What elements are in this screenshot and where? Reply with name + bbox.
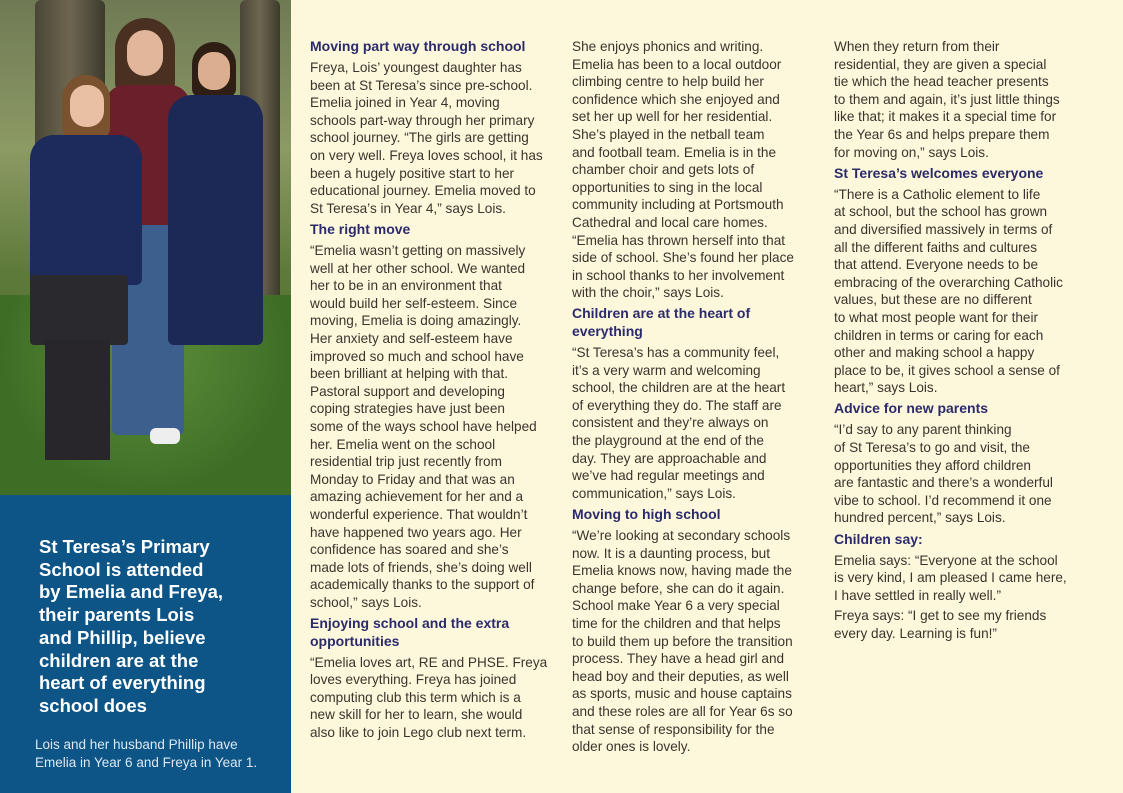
girl-face bbox=[70, 85, 104, 127]
paragraph: When they return from their residential, they are given a special tie which the head teacher presents to them and again, it’s just little things like that; it makes it a special time for the Year 6s and helps prepare them for moving on,” says Lois. bbox=[834, 39, 1060, 160]
photo-caption: Lois and her husband Phillip have Emelia in Year 6 and Freya in Year 1. bbox=[35, 737, 258, 770]
paragraph: “There is a Catholic element to life at school, but the school has grown and diversified massively in terms of all the different faiths and cultures that attend. Everyone needs to be embracing of the overarching Catholic values, but these are no different to what most people want for their children in terms or caring for each other and making school a happy place to be, it gives school a sense of heart,” says Lois. bbox=[834, 186, 1063, 396]
paragraph: “St Teresa’s has a community feel, it’s a very warm and welcoming school, the children are at the heart of everything they do. The staff are consistent and they’re always on the playground at the end of the day. They are approachable and we’ve had regular meetings and communication,” says Lois. bbox=[572, 345, 786, 501]
article-column-2 bbox=[572, 38, 794, 759]
pull-quote-panel bbox=[0, 495, 291, 793]
pull-quote: St Teresa’s Primary School is attended by Emelia and Freya, their parents Lois and Phillip, believe children are at the heart of everything school does bbox=[39, 536, 224, 716]
mother-shoe bbox=[150, 428, 180, 444]
paragraph: Freya, Lois’ youngest daughter has been at St Teresa’s since pre-school. Emelia joined in Year 4, moving schools part-way through her primary school journey. “The girls are getting on very well. Freya loves school, it has been a hugely positive start to her educational journey. Emelia moved to St Teresa’s in Year 4,” says Lois. bbox=[310, 60, 543, 216]
paragraph: Emelia says: “Everyone at the school is very kind, I am pleased I came here, I have settled in really well.” bbox=[834, 552, 1067, 603]
article-column-1 bbox=[310, 38, 547, 745]
section-heading: Children say: bbox=[834, 530, 923, 547]
paragraph: She enjoys phonics and writing. Emelia has been to a local outdoor climbing centre to help build her confidence which she enjoyed and set her up well for her residential. She’s played in the netball team and football team. Emelia is in the chamber choir and gets lots of opportunities to sing in the local community including at Portsmouth Cathedral and local care homes. “Emelia has thrown herself into that side of school. She’s found her place in school thanks to her involvement with the choir,” says Lois. bbox=[572, 39, 794, 301]
younger-girl-tracksuit bbox=[168, 95, 263, 345]
section-heading: Moving to high school bbox=[572, 505, 721, 522]
article-column-3 bbox=[834, 38, 1067, 646]
girl-tights bbox=[45, 340, 110, 460]
mother-face bbox=[127, 30, 163, 76]
section-heading: Children are at the heart of everything bbox=[572, 305, 751, 339]
section-heading: The right move bbox=[310, 220, 411, 237]
girl-skirt bbox=[30, 275, 128, 345]
paragraph: “I’d say to any parent thinking of St Teresa’s to go and visit, the opportunities they afford children are fantastic and there’s a wonderful vibe to school. I’d recommend it one hundred percent,” says Lois. bbox=[834, 422, 1053, 526]
family-photo bbox=[0, 0, 291, 495]
younger-girl-face bbox=[198, 52, 230, 90]
section-heading: Moving part way through school bbox=[310, 38, 526, 54]
section-heading: Enjoying school and the extra opportunities bbox=[310, 615, 510, 649]
section-heading: St Teresa’s welcomes everyone bbox=[834, 164, 1044, 181]
paragraph: “Emelia loves art, RE and PHSE. Freya loves everything. Freya has joined computing club this term which is a new skill for her to learn, she would also like to join Lego club next term. bbox=[310, 654, 548, 741]
paragraph: “Emelia wasn’t getting on massively well at her other school. We wanted her to be in an environment that would build her self-esteem. Since moving, Emelia is doing amazingly. Her anxiety and self-esteem have improved so much and school have been brilliant at helping with that. Pastoral support and developing coping strategies have just been some of the ways school have helped her. Emelia went on the school residential trip just recently from Monday to Friday and that was an amazing achievement for her and a wonderful experience. That wouldn’t have happened two years ago. Her confidence has soared and she’s made lots of friends, she’s doing well academically thanks to the support of school,” says Lois. bbox=[310, 243, 537, 610]
paragraph: “We’re looking at secondary schools now. It is a daunting process, but Emelia knows now, having made the change before, she can do it again. School make Year 6 a very special time for the children and that helps to build them up before the transition process. They have a head girl and head boy and their deputies, as well as sports, music and house captains and these roles are all for Year 6s so that sense of responsibility for the older ones is lovely. bbox=[572, 528, 793, 755]
paragraph: Freya says: “I get to see my friends every day. Learning is fun!” bbox=[834, 608, 1047, 641]
section-heading: Advice for new parents bbox=[834, 400, 989, 417]
girl-jumper bbox=[30, 135, 142, 285]
